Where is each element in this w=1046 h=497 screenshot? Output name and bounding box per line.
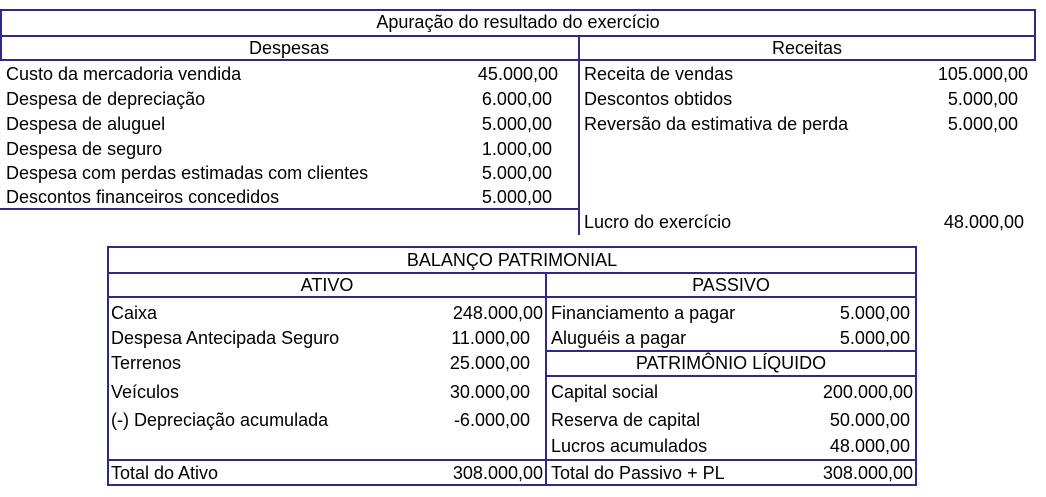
ativo-label: Veículos bbox=[111, 382, 180, 402]
receita-label: Reversão da estimativa de perda bbox=[584, 114, 849, 134]
bp-title: BALANÇO PATRIMONIAL bbox=[406, 250, 618, 270]
despesas-header: Despesas bbox=[248, 38, 330, 58]
pl-label: Reserva de capital bbox=[551, 410, 701, 430]
ativo-label: Despesa Antecipada Seguro bbox=[111, 328, 340, 348]
bp-total-divider bbox=[107, 459, 917, 461]
bp-header-divider bbox=[107, 296, 917, 298]
receita-label: Descontos obtidos bbox=[584, 89, 733, 109]
passivo-label: Financiamento a pagar bbox=[551, 303, 736, 323]
despesa-label: Despesa com perdas estimadas com clientes bbox=[6, 163, 369, 183]
receita-value: 5.000,00 bbox=[947, 89, 1018, 109]
lucro-value: 48.000,00 bbox=[943, 212, 1024, 232]
passivo-value: 5.000,00 bbox=[839, 328, 910, 348]
bp-pl-divider bbox=[546, 375, 917, 377]
despesa-value: 45.000,00 bbox=[477, 64, 558, 84]
dre-subheader-divider bbox=[0, 59, 1036, 61]
passivo-header: PASSIVO bbox=[692, 275, 770, 295]
despesa-label: Despesa de seguro bbox=[6, 139, 163, 159]
receita-value: 5.000,00 bbox=[947, 114, 1018, 134]
total-ativo-label: Total do Ativo bbox=[111, 463, 219, 483]
ativo-label: Caixa bbox=[111, 303, 158, 323]
ativo-value: 25.000,00 bbox=[449, 353, 530, 373]
despesa-label: Custo da mercadoria vendida bbox=[6, 64, 242, 84]
ativo-label: Terrenos bbox=[111, 353, 182, 373]
despesa-value: 1.000,00 bbox=[481, 139, 552, 159]
ativo-value: -6.000,00 bbox=[453, 410, 530, 430]
bp-right-border bbox=[915, 246, 917, 486]
despesa-value: 5.000,00 bbox=[481, 114, 552, 134]
bp-top-border bbox=[107, 246, 917, 248]
bp-center-divider bbox=[545, 272, 547, 486]
despesa-value: 5.000,00 bbox=[481, 163, 552, 183]
receitas-header: Receitas bbox=[771, 38, 843, 58]
despesa-value: 6.000,00 bbox=[481, 89, 552, 109]
ativo-value: 11.000,00 bbox=[451, 328, 530, 348]
bp-bottom-border bbox=[107, 484, 917, 486]
pl-value: 200.000,00 bbox=[822, 382, 913, 402]
lucro-label: Lucro do exercício bbox=[584, 212, 732, 232]
dre-despesas-bottom bbox=[0, 208, 580, 210]
total-passivo-value: 308.000,00 bbox=[822, 463, 913, 483]
despesa-label: Despesa de aluguel bbox=[6, 114, 166, 134]
ativo-value: 30.000,00 bbox=[449, 382, 530, 402]
dre-center-divider bbox=[578, 35, 580, 235]
ativo-label: (-) Depreciação acumulada bbox=[111, 410, 329, 430]
pl-label: Lucros acumulados bbox=[551, 436, 708, 456]
despesa-label: Descontos financeiros concedidos bbox=[6, 187, 280, 207]
pl-header: PATRIMÔNIO LÍQUIDO bbox=[635, 353, 827, 373]
dre-title: Apuração do resultado do exercício bbox=[376, 12, 660, 32]
despesa-label: Despesa de depreciação bbox=[6, 89, 206, 109]
passivo-value: 5.000,00 bbox=[839, 303, 910, 323]
passivo-label: Aluguéis a pagar bbox=[551, 328, 687, 348]
total-ativo-value: 308.000,00 bbox=[452, 463, 543, 483]
receita-label: Receita de vendas bbox=[584, 64, 734, 84]
pl-label: Capital social bbox=[551, 382, 659, 402]
ativo-header: ATIVO bbox=[300, 275, 354, 295]
despesa-value: 5.000,00 bbox=[481, 187, 552, 207]
ativo-value: 248.000,00 bbox=[452, 303, 543, 323]
pl-value: 48.000,00 bbox=[829, 436, 910, 456]
receita-value: 105.000,00 bbox=[937, 64, 1028, 84]
total-passivo-label: Total do Passivo + PL bbox=[551, 463, 725, 483]
pl-value: 50.000,00 bbox=[829, 410, 910, 430]
